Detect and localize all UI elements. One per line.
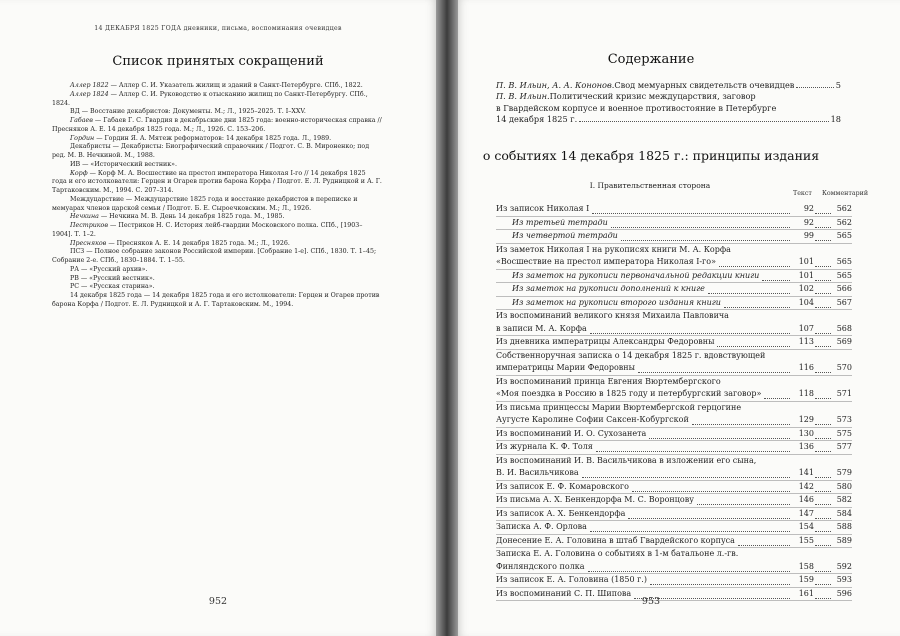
subsection-title: I. Правительственная сторона: [589, 181, 711, 190]
dot-leader: [738, 535, 790, 546]
toc-entry-label: Из заметок Николая I на рукописях книги М. А. Корфа: [496, 244, 731, 254]
toc-entry[interactable]: [496, 230, 852, 244]
dot-leader: [815, 481, 831, 492]
toc-entry[interactable]: [496, 494, 852, 508]
toc-text-page: 116: [798, 363, 814, 372]
abbreviation-text: — Аллер С. И. Руководство к отысканию жилищ по Санкт-Петербургу. СПб., 1824.: [52, 90, 368, 107]
toc-comment-page: 565: [836, 257, 852, 266]
toc-entry-label: «Моя поездка в Россию в 1825 году и петербургский заговор»: [496, 389, 762, 398]
abbreviation-entry: [52, 108, 382, 117]
toc-text-page: 142: [798, 481, 814, 491]
toc-entry-label: В. И. Васильчикова: [496, 468, 579, 477]
dot-leader: [815, 561, 831, 572]
toc-entry-label: Из третьей тетради: [512, 217, 608, 227]
toc-entry-label: Из воспоминаний С. П. Шипова: [496, 588, 632, 598]
abbreviation-entry: [52, 266, 382, 275]
dot-leader: [719, 256, 790, 267]
abbreviation-text: — Гордин Я. А. Мятеж реформаторов: 14 декабря 1825 года. Л., 1989.: [94, 134, 332, 142]
dot-leader: [815, 297, 831, 308]
toc-entry-label: Из записок А. Х. Бенкендорфа: [496, 508, 626, 518]
toc-comment-page: 565: [836, 270, 852, 280]
abbreviation-entry: [52, 248, 382, 266]
abbreviation-text: — Пестриков Н. С. История лейб-гвардии Московского полка. СПб., [1903–1904]. Т. 1–2.: [52, 222, 363, 238]
toc-entry[interactable]: [496, 535, 852, 549]
dot-leader: [815, 217, 831, 228]
dot-leader: [815, 428, 831, 439]
dot-leader: [815, 270, 831, 281]
intro-title: 14 декабря 1825 г.: [496, 113, 578, 124]
dot-leader: [621, 230, 790, 241]
toc-entry-label: Из заметок на рукописи первоначальной редакции книги: [512, 270, 760, 280]
toc-text-page: 161: [798, 588, 814, 598]
toc-comment-page: 584: [836, 508, 852, 518]
toc-text-page: 159: [798, 575, 814, 584]
toc-text-page: 92: [803, 204, 814, 213]
toc-entry-label: Из воспоминаний И. О. Сухозанета: [496, 428, 647, 438]
left-page: [0, 0, 436, 636]
dot-leader: [815, 508, 831, 519]
toc-entry[interactable]: [496, 350, 852, 363]
toc-comment-page: 580: [836, 481, 852, 491]
contents-title: Содержание: [607, 52, 695, 67]
toc-entry[interactable]: [496, 376, 852, 389]
intro-author: П. В. Ильин.: [496, 91, 550, 102]
toc-entry-label: Из четвертой тетради: [512, 231, 618, 240]
toc-entry-label: «Восшествие на престол императора Николая I-го»: [496, 257, 716, 266]
toc-text-page: 113: [798, 337, 814, 346]
abbreviation-entry: [52, 292, 382, 310]
page-number-left: 952: [208, 596, 228, 607]
intro-title: Свод мемуарных свидетельств очевидцев: [614, 80, 795, 90]
abbreviation-text: ПСЗ — Полное собрание законов Российской империи. [Собрание 1-е]. СПб., 1830. Т. 1–45; Собрание 2-е. СПб., 1830–1884. Т. 1–55.: [52, 248, 377, 264]
toc-entry[interactable]: [496, 203, 852, 217]
dot-leader: [762, 270, 790, 281]
toc-entry[interactable]: [496, 548, 852, 561]
toc-entry-label: Из заметок на рукописи дополнений к книге: [512, 284, 705, 293]
toc-comment-page: 582: [836, 495, 852, 504]
dot-leader: [611, 217, 790, 228]
dot-leader: [815, 203, 831, 214]
dot-leader: [592, 203, 790, 214]
abbreviation-entry: [52, 275, 382, 284]
abbreviations-title: Список принятых сокращений: [112, 54, 324, 69]
intro-line: [496, 114, 841, 125]
abbreviation-short: Пестриков: [70, 222, 109, 229]
dot-leader: [638, 362, 790, 373]
toc-comment-page: 577: [836, 442, 852, 451]
dot-leader: [692, 414, 790, 425]
abbreviation-entry: [52, 161, 382, 170]
dot-leader: [815, 362, 831, 373]
dot-leader: [815, 388, 831, 399]
intro-page: 18: [830, 113, 841, 124]
dot-leader: [815, 256, 831, 267]
abbreviation-text: — Корф М. А. Восшествие на престол императора Николая I-го // 14 декабря 1825 года и его истолкователи: Герцен и Огарев против барона Корфа / Подгот. Е. Л. Рудницкой и А. Г. Тартаковским. М., 1994. С. 207–314.: [52, 169, 382, 194]
contents-intro: [496, 80, 841, 125]
toc-entry-label: Из воспоминаний принца Евгения Вюртембергского: [496, 376, 721, 386]
toc-entry-label: Аугусте Каролине Софии Саксен-Кобургской: [496, 415, 689, 424]
abbreviation-text: — Пресняков А. Е. 14 декабря 1825 года. М.; Л., 1926.: [106, 239, 290, 247]
toc-entry[interactable]: [496, 244, 852, 257]
abbreviation-entry: [52, 213, 382, 222]
intro-line: [496, 103, 841, 114]
toc-entry-label: Из заметок на рукописи второго издания книги: [512, 297, 721, 307]
toc-entry[interactable]: [496, 402, 852, 415]
dot-leader: [588, 561, 790, 572]
toc-comment-page: 562: [836, 217, 852, 227]
toc-text-page: 104: [798, 297, 814, 307]
column-header-text: Текст: [793, 190, 812, 197]
abbreviation-entry: [52, 82, 382, 91]
abbreviations-list: [52, 82, 382, 310]
toc-comment-page: 575: [836, 428, 852, 438]
dot-leader: [764, 388, 790, 399]
section-title: о событиях 14 декабря 1825 г.: принципы издания: [482, 148, 820, 163]
toc-text-page: 146: [798, 495, 814, 504]
dot-leader: [596, 441, 790, 452]
dot-leader: [815, 467, 831, 478]
toc-entry-label: Из воспоминаний великого князя Михаила Павловича: [496, 311, 729, 320]
abbreviation-text: ВД — Восстание декабристов: Документы. М.; Л., 1925–2025. Т. I–XXV.: [70, 108, 306, 116]
toc-text-page: 99: [803, 231, 814, 240]
toc-comment-page: 579: [836, 468, 852, 477]
abbreviation-entry: [52, 170, 382, 196]
abbreviation-entry: [52, 196, 382, 214]
abbreviation-short: Корф: [70, 169, 88, 177]
toc-text-page: 129: [798, 415, 814, 424]
abbreviation-text: — Нечкина М. В. День 14 декабря 1825 года. М., 1985.: [98, 213, 285, 221]
toc-comment-page: 565: [836, 231, 852, 240]
intro-author: П. В. Ильин, А. А. Кононов.: [496, 80, 615, 90]
abbreviation-short: Гордин: [70, 134, 95, 142]
toc-entry[interactable]: [496, 297, 852, 311]
toc-text-page: 154: [798, 522, 814, 531]
intro-title: Политический кризис междуцарствия, заговор: [549, 91, 756, 102]
dot-leader: [815, 521, 831, 532]
intro-line: [496, 80, 841, 91]
dot-leader: [815, 323, 831, 334]
abbreviation-short: Нечкина: [70, 213, 99, 221]
dot-leader: [590, 521, 790, 532]
abbreviation-entry: [52, 117, 382, 135]
abbreviation-text: — Габаев Г. С. Гвардия в декабрьские дни 1825 года: военно-историческая справка // Пресняков А. Е. 14 декабря 1825 года. М.; Л., 1926. С. 153–206.: [52, 117, 382, 133]
toc-entry[interactable]: [496, 508, 852, 522]
abbreviation-entry: [52, 240, 382, 249]
toc-entry-label: Собственноручная записка о 14 декабря 1825 г. вдовствующей: [496, 350, 766, 360]
table-of-contents: [496, 203, 852, 601]
toc-entry[interactable]: [496, 414, 852, 428]
toc-entry-label: Финляндского полка: [496, 561, 585, 571]
toc-text-page: 101: [798, 257, 814, 266]
toc-entry-label: императрицы Марии Федоровны: [496, 363, 635, 372]
toc-comment-page: 593: [836, 575, 852, 584]
toc-entry[interactable]: [496, 441, 852, 455]
toc-entry[interactable]: [496, 310, 852, 323]
toc-text-page: 118: [798, 389, 814, 398]
dot-leader: [632, 481, 790, 492]
toc-comment-page: 596: [836, 588, 852, 598]
toc-entry[interactable]: [496, 521, 852, 535]
intro-title: в Гвардейском корпусе и военное противостояние в Петербурге: [496, 102, 777, 113]
dot-leader: [815, 414, 831, 425]
abbreviation-text: Декабристы — Декабристы: Биографический справочник / Подгот. С. В. Мироненко; под ред. М. В. Нечкиной. М., 1988.: [52, 143, 370, 159]
toc-text-page: 101: [798, 270, 814, 280]
dot-leader: [628, 508, 790, 519]
dot-leader: [815, 441, 831, 452]
page-number-right: 953: [641, 596, 661, 607]
dot-leader: [697, 494, 790, 505]
toc-comment-page: 562: [836, 204, 852, 213]
abbreviation-text: РС — «Русская старина».: [70, 283, 155, 291]
dot-leader: [815, 494, 831, 505]
toc-entry-label: Из записок Е. Ф. Комаровского: [496, 481, 629, 491]
intro-line: [496, 91, 841, 102]
dot-leader: [815, 230, 831, 241]
toc-text-page: 136: [798, 442, 814, 451]
toc-text-page: 158: [798, 561, 814, 571]
abbreviation-text: 14 декабря 1825 года — 14 декабря 1825 года и его истолкователи: Герцен и Огарев против барона Корфа / Подгот. Е. Л. Рудницкой и А. Г. Тартаковским. М., 1994.: [52, 292, 380, 308]
dot-leader: [579, 121, 828, 122]
toc-entry-label: Из дневника императрицы Александры Федоровны: [496, 337, 715, 346]
dot-leader: [590, 323, 790, 334]
toc-comment-page: 589: [836, 535, 852, 545]
intro-page: 5: [835, 80, 841, 90]
toc-comment-page: 570: [836, 363, 852, 372]
toc-entry-label: Из журнала К. Ф. Толя: [496, 442, 593, 451]
abbreviation-entry: [52, 135, 382, 144]
toc-entry[interactable]: [496, 323, 852, 337]
dot-leader: [650, 574, 790, 585]
toc-entry[interactable]: [496, 388, 852, 402]
abbreviation-short: Пресняков: [70, 239, 107, 247]
toc-text-page: 155: [798, 535, 814, 545]
toc-entry[interactable]: [496, 283, 852, 297]
toc-entry-label: Записка Е. А. Головина о событиях в 1-м батальоне л.-гв.: [496, 549, 739, 558]
toc-entry[interactable]: [496, 217, 852, 231]
abbreviation-text: Междуцарствие — Междуцарствие 1825 года и восстание декабристов в переписке и мемуарах членов царской семьи / Подгот. Б. Е. Сыроечковским. М.; Л., 1926.: [52, 195, 358, 212]
toc-entry-label: Из письма принцессы Марии Вюртембергской герцогине: [496, 402, 742, 412]
toc-text-page: 92: [803, 217, 814, 227]
toc-entry[interactable]: [496, 574, 852, 588]
toc-comment-page: 569: [836, 337, 852, 346]
toc-entry[interactable]: [496, 561, 852, 575]
right-page: [458, 0, 900, 636]
toc-entry-label: Из записок Е. А. Головина (1850 г.): [496, 575, 647, 584]
dot-leader: [815, 535, 831, 546]
dot-leader: [796, 87, 833, 88]
dot-leader: [708, 283, 790, 294]
abbreviation-text: РА — «Русский архив».: [70, 265, 148, 273]
toc-text-page: 107: [798, 323, 814, 333]
dot-leader: [815, 574, 831, 585]
toc-entry-label: Из записок Николая I: [496, 204, 590, 213]
dot-leader: [815, 336, 831, 347]
abbreviation-short: Аллер 1822: [70, 82, 109, 89]
toc-entry[interactable]: [496, 467, 852, 481]
toc-comment-page: 573: [836, 415, 852, 424]
abbreviation-short: Габаев: [70, 117, 93, 124]
dot-leader: [724, 297, 790, 308]
toc-entry-label: Из воспоминаний И. В. Васильчикова в изложении его сына,: [496, 455, 757, 465]
toc-text-page: 102: [798, 284, 814, 293]
abbreviation-short: Аллер 1824: [70, 90, 109, 98]
abbreviation-entry: [52, 91, 382, 109]
toc-comment-page: 588: [836, 522, 852, 531]
running-head: 14 ДЕКАБРЯ 1825 ГОДА дневники, письма, воспоминания очевидцев: [94, 25, 342, 32]
toc-comment-page: 568: [836, 323, 852, 333]
toc-text-page: 141: [798, 468, 814, 477]
toc-entry[interactable]: [496, 362, 852, 376]
dot-leader: [815, 283, 831, 294]
toc-comment-page: 566: [836, 284, 852, 293]
dot-leader: [649, 428, 790, 439]
toc-entry[interactable]: [496, 336, 852, 350]
toc-entry-label: Из письма А. Х. Бенкендорфа М. С. Воронцову: [496, 495, 694, 504]
toc-entry-label: Записка А. Ф. Орлова: [496, 522, 587, 531]
abbreviation-text: РВ — «Русский вестник».: [70, 274, 155, 282]
toc-text-page: 147: [798, 508, 814, 518]
toc-entry-label: Донесение Е. А. Головина в штаб Гвардейского корпуса: [496, 535, 735, 545]
abbreviation-text: ИВ — «Исторический вестник».: [70, 160, 178, 168]
toc-comment-page: 592: [836, 561, 852, 571]
dot-leader: [582, 467, 790, 478]
book-gutter: [436, 0, 458, 636]
dot-leader: [717, 336, 790, 347]
abbreviation-entry: [52, 222, 382, 240]
abbreviation-entry: [52, 143, 382, 161]
toc-entry[interactable]: [496, 428, 852, 442]
toc-entry[interactable]: [496, 455, 852, 468]
toc-entry[interactable]: [496, 481, 852, 495]
abbreviation-entry: [52, 283, 382, 292]
toc-entry-label: в записи М. А. Корфа: [496, 323, 587, 333]
column-header-comment: Комментарий: [822, 190, 869, 197]
toc-comment-page: 571: [836, 389, 852, 398]
toc-entry[interactable]: [496, 256, 852, 270]
toc-entry[interactable]: [496, 270, 852, 284]
toc-text-page: 130: [798, 428, 814, 438]
toc-comment-page: 567: [836, 297, 852, 307]
abbreviation-text: — Аллер С. И. Указатель жилищ и зданий в Санкт-Петербурге. СПб., 1822.: [108, 82, 363, 89]
